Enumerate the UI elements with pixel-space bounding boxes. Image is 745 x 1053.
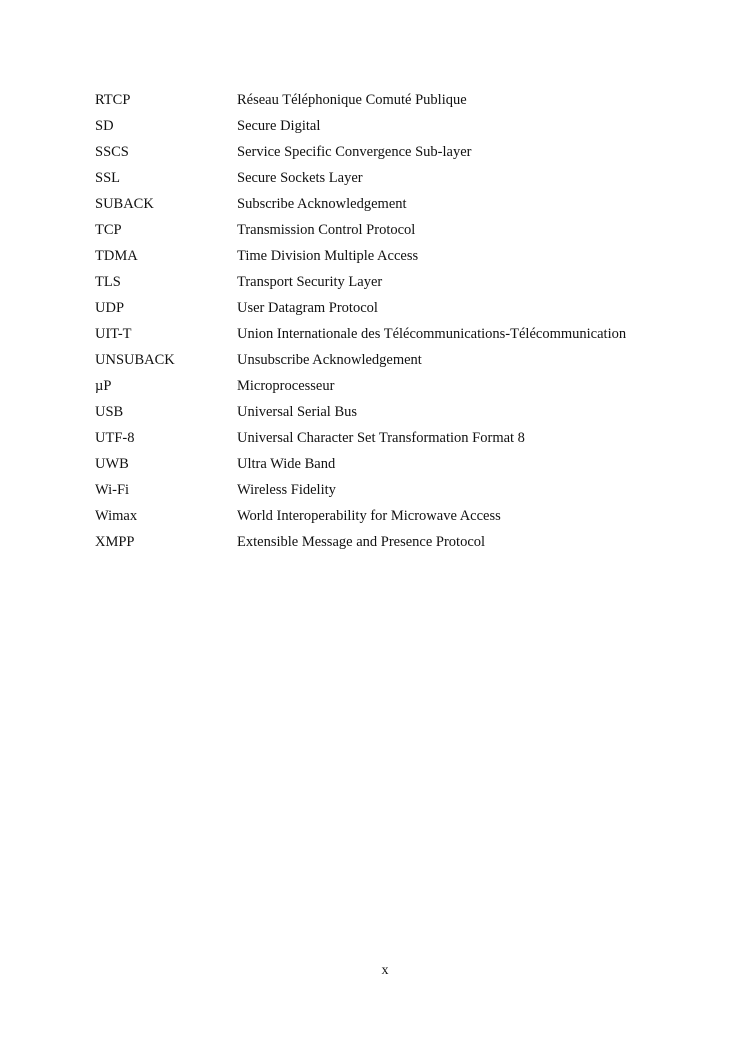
abbreviation-term: TDMA bbox=[95, 248, 138, 264]
abbreviation-definition: Service Specific Convergence Sub-layer bbox=[237, 144, 472, 160]
abbreviation-definition: Extensible Message and Presence Protocol bbox=[237, 534, 486, 550]
abbreviation-term: TCP bbox=[95, 222, 122, 238]
abbreviation-row bbox=[95, 139, 695, 165]
abbreviation-row bbox=[95, 503, 695, 529]
abbreviation-row bbox=[95, 243, 695, 269]
abbreviation-row bbox=[95, 451, 695, 477]
abbreviation-row bbox=[95, 191, 695, 217]
abbreviation-term: UNSUBACK bbox=[95, 352, 175, 368]
abbreviation-term: RTCP bbox=[95, 92, 131, 108]
abbreviation-definition: Unsubscribe Acknowledgement bbox=[237, 352, 422, 368]
abbreviation-definition: Subscribe Acknowledgement bbox=[237, 196, 407, 212]
abbreviation-term: SSL bbox=[95, 170, 120, 186]
abbreviation-term: SUBACK bbox=[95, 196, 154, 212]
abbreviation-term: XMPP bbox=[95, 534, 135, 550]
abbreviation-row bbox=[95, 217, 695, 243]
abbreviation-row bbox=[95, 425, 695, 451]
abbreviation-term: UWB bbox=[95, 456, 129, 472]
abbreviation-definition: Réseau Téléphonique Comuté Publique bbox=[237, 92, 467, 108]
abbreviation-term: TLS bbox=[95, 274, 121, 290]
abbreviation-term: UDP bbox=[95, 300, 125, 316]
abbreviation-row bbox=[95, 295, 695, 321]
abbreviation-row bbox=[95, 399, 695, 425]
abbreviation-term: Wi-Fi bbox=[95, 482, 130, 498]
abbreviation-row bbox=[95, 321, 695, 347]
abbreviation-row bbox=[95, 347, 695, 373]
abbreviation-definition: Transmission Control Protocol bbox=[237, 222, 416, 238]
abbreviation-term: µP bbox=[95, 378, 112, 394]
abbreviation-definition: Ultra Wide Band bbox=[237, 456, 336, 472]
abbreviation-definition: Secure Digital bbox=[237, 118, 321, 134]
abbreviation-definition: Secure Sockets Layer bbox=[237, 170, 363, 186]
page-number: x bbox=[381, 963, 389, 978]
abbreviation-definition: Union Internationale des Télécommunications-Télécommunication bbox=[237, 326, 627, 342]
abbreviation-definition: World Interoperability for Microwave Access bbox=[237, 508, 501, 524]
abbreviation-term: SSCS bbox=[95, 144, 129, 160]
abbreviation-definition: User Datagram Protocol bbox=[237, 300, 378, 316]
abbreviation-definition: Universal Serial Bus bbox=[237, 404, 358, 420]
abbreviation-definition: Wireless Fidelity bbox=[237, 482, 336, 498]
abbreviation-definition: Universal Character Set Transformation Format 8 bbox=[237, 430, 525, 446]
abbreviation-term: Wimax bbox=[95, 508, 138, 524]
abbreviation-row bbox=[95, 113, 695, 139]
abbreviation-term: UIT-T bbox=[95, 326, 132, 342]
abbreviation-term: SD bbox=[95, 118, 114, 134]
abbreviation-row bbox=[95, 477, 695, 503]
abbreviation-row bbox=[95, 269, 695, 295]
abbreviation-term: USB bbox=[95, 404, 124, 420]
abbreviation-row bbox=[95, 87, 695, 113]
abbreviation-row bbox=[95, 373, 695, 399]
abbreviation-list bbox=[95, 87, 695, 555]
abbreviation-row bbox=[95, 165, 695, 191]
abbreviation-row bbox=[95, 529, 695, 555]
abbreviation-definition: Transport Security Layer bbox=[237, 274, 383, 290]
abbreviation-definition: Microprocesseur bbox=[237, 378, 335, 394]
abbreviation-definition: Time Division Multiple Access bbox=[237, 248, 419, 264]
abbreviation-term: UTF-8 bbox=[95, 430, 135, 446]
